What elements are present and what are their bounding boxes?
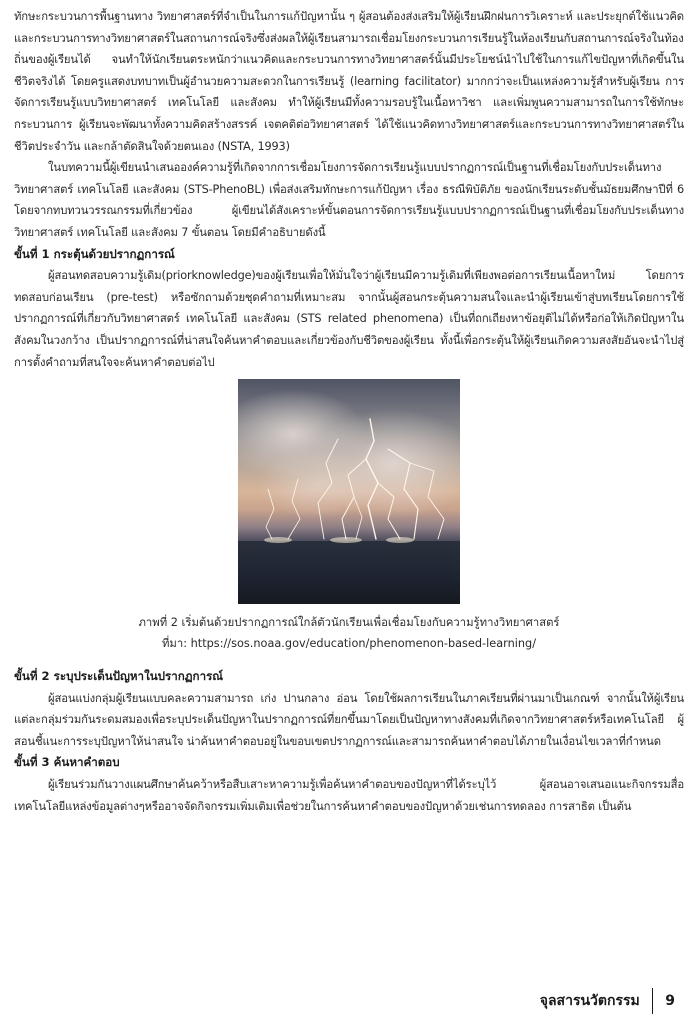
step-2-heading: ขั้นที่ 2 ระบุประเด็นปัญหาในปรากฏการณ์ (14, 669, 224, 684)
figure-2 (14, 379, 684, 654)
figure-source-link[interactable]: ที่มา: https://sos.noaa.gov/education/phenomenon-based-learning/ (161, 637, 537, 651)
figure-caption (14, 612, 684, 654)
step-1-heading: ขั้นที่ 1 กระตุ้นด้วยปรากฏการณ์ (14, 246, 175, 261)
page-footer (540, 988, 675, 1014)
intro-paragraph-1: ทักษะกระบวนการพื้นฐานทาง วิทยาศาสตร์ที่จำเป็นในการแก้ปัญหานั้น ๆ ผู้สอนต้องส่งเสริมให้ผู้เรียนฝึกฝนการวิเคราะห์ และประยุกต์ใช้แนวคิดและกระบวนการทางวิทยาศาสตร์ในสถานการณ์จริงซึ่งส่งผลให้ผู้เรียนสามารถเชื่อมโยงกระบวนการเรียนรู้ในห้องเรียนกับสถานการณ์จริงในท้องถิ่นของผู้เรียนได้ จนทำให้นักเรียนตระหนักว่าแนวคิดและกระบวนการทางวิทยาศาสตร์นั้นมีประโยชน์นำไปใช้ในการแก้ไขปัญหาที่เกิดขึ้นในชีวิตจริงได้ โดยครูแสดงบทบาทเป็นผู้อำนวยความสะดวกในการเรียนรู้ (learning facilitator) มากกว่าจะเป็นแหล่งความรู้สำหรับผู้เรียน การจัดการเรียนรู้แบบวิทยาศาสตร์ เทคโนโลยี และสังคม ทำให้ผู้เรียนมีทั้งความรอบรู้ในเนื้อหาวิชา และเพิ่มพูนความสามารถในการใช้ทักษะ กระบวนการ ผู้เรียนจะพัฒนาทั้งความคิดสร้างสรรค์ เจตคติต่อวิทยาศาสตร์ ได้ใช้แนวคิดทางวิทยาศาสตร์และกระบวนการทางวิทยาศาสตร์ในชีวิตประจำวัน และกล้าตัดสินใจด้วยตนเอง (NSTA, 1993) (14, 10, 684, 153)
step-1-body: ผู้สอนทดสอบความรู้เดิม(priorknowledge)ของผู้เรียนเพื่อให้มั่นใจว่าผู้เรียนมีความรู้เดิมที่เพียงพอต่อการเรียนเนื้อหาใหม่ โดยการทดสอบก่อนเรียน (pre-test) หรือซักถามด้วยชุดคำถามที่เหมาะสม จากนั้นผู้สอนกระตุ้นความสนใจและนำผู้เรียนเข้าสู่บทเรียนโดยการใช้ปรากฏการณ์ที่เกี่ยวกับวิทยาศาสตร์ เทคโนโลยี และสังคม (STS related phenomena) เป็นที่ถกเถียงหาข้อยุติไม่ได้หรือก่อให้เกิดปัญหาในสังคมในวงกว้าง เป็นปรากฏการณ์ที่น่าสนใจค้นหาคำตอบและเกี่ยวข้องกับชีวิตของผู้เรียน ทั้งนี้เพื่อกระตุ้นให้ผู้เรียนเกิดความสงสัยอันจะนำไปสู่การตั้งคำถามที่สนใจจะค้นหาคำตอบต่อไป (14, 269, 684, 369)
figure-caption-text: ภาพที่ 2 เริ่มต้นด้วยปรากฏการณ์ใกล้ตัวนักเรียนเพื่อเชื่อมโยงกับความรู้ทางวิทยาศาสตร์ (138, 616, 560, 630)
step-3-heading: ขั้นที่ 3 ค้นหาคำตอบ (14, 755, 120, 770)
journal-title: จุลสารนวัตกรรม (539, 993, 640, 1009)
intro-paragraph-2: ในบทความนี้ผู้เขียนนำเสนอองค์ความรู้ที่เกิดจากการเชื่อมโยงการจัดการเรียนรู้แบบปรากฏการณ์เป็นฐานที่เชื่อมโยงกับประเด็นทางวิทยาศาสตร์ เทคโนโลยี และสังคม (STS-PhenoBL) เพื่อส่งเสริมทักษะการแก้ปัญหา เรื่อง ธรณีพิบัติภัย ของนักเรียนระดับชั้นมัธยมศึกษาปีที่ 6 โดยจากทบทวนวรรณกรรมที่เกี่ยวข้อง ผู้เขียนได้สังเคราะห์ขั้นตอนการจัดการเรียนรู้แบบปรากฏการณ์เป็นฐานที่เชื่อมโยงกับประเด็นทางวิทยาศาสตร์ เทคโนโลยี และสังคม 7 ขั้นตอน โดยมีคำอธิบายดังนี้ (14, 161, 684, 239)
page-number: 9 (665, 993, 675, 1009)
article-page (14, 6, 684, 817)
lightning-storm-photo (238, 379, 460, 604)
step-2-body: ผู้สอนแบ่งกลุ่มผู้เรียนแบบคละความสามารถ เก่ง ปานกลาง อ่อน โดยใช้ผลการเรียนในภาคเรียนที่ผ่านมาเป็นเกณฑ์ จากนั้นให้ผู้เรียนแต่ละกลุ่มร่วมกันระดมสมองเพื่อระบุประเด็นปัญหาในปรากฏการณ์ที่ยกขึ้นมาโดยเป็นปัญหาทางสังคมที่เกิดจากวิทยาศาสตร์หรือเทคโนโลยี ผู้สอนชี้แนะการระบุปัญหาให้น่าสนใจ น่าค้นหาคำตอบอยู่ในขอบเขตปรากฏการณ์และสามารถค้นหาคำตอบได้ภายในเงื่อนไขเวลาที่กำหนด (14, 691, 684, 748)
lightning-bolts-icon (238, 379, 460, 604)
step-3-body: ผู้เรียนร่วมกันวางแผนศึกษาค้นคว้าหรือสืบเสาะหาความรู้เพื่อค้นหาคำตอบของปัญหาที่ได้ระบุไว้ ผู้สอนอาจเสนอแนะกิจกรรมสื่อเทคโนโลยีแหล่งข้อมูลต่างๆหรืออาจจัดกิจกรรมเพิ่มเติมเพื่อช่วยในการค้นหาคำตอบของปัญหาด้วยเช่นการทดลอง การสาธิต เป็นต้น (14, 778, 684, 813)
